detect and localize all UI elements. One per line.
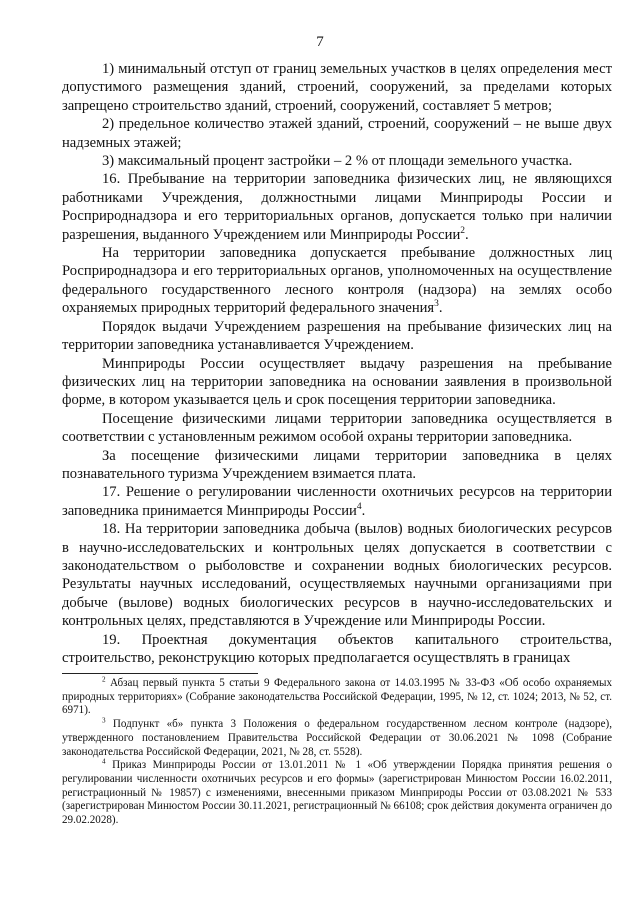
footnote xyxy=(62,677,612,718)
paragraph: Посещение физическими лицами территории заповедника осуществляется в соответствии с установленным режимом особой охраны территории заповедника. xyxy=(62,410,612,446)
paragraph: На территории заповедника допускается пребывание должностных лиц Росприроднадзора и его территориальных органов, уполномоченных на осуществление федерального государственного лесного контроля (надзора) на землях особо охраняемых природных территорий федерального значения$^3$. xyxy=(62,245,612,317)
paragraph: Минприроды России осуществляет выдачу разрешения на пребывание физических лиц на территории заповедника на основании заявления в произвольной форме, в котором указывается цель и срок посещения территории заповедника. xyxy=(62,355,612,409)
footnote-separator xyxy=(62,673,258,674)
paragraph: 3) максимальный процент застройки – 2 % от площади земельного участка. xyxy=(102,153,573,170)
footnote-text: Абзац первый пункта 5 статьи 9 Федерального закона от 14.03.1995 № 33-ФЗ «Об особо охраняемых природных территориях» (Собрание законодательства Российской Федерации, 1995, № 12, ст. 1024; 2013, № 52, ст. 6971). xyxy=(62,677,613,717)
footnote xyxy=(62,718,612,759)
paragraph: 2) предельное количество этажей зданий, строений, сооружений – не выше двух надземных этажей; xyxy=(62,116,612,151)
footnote-text: Подпункт «б» пункта 3 Положения о федеральном государственном лесном контроле (надзоре), утвержденного постановлением Правительства Российской Федерации от 30.06.2021 № 1098 (Собрание законодательства Российской Федерации, 2021, № 28, ст. 5528). xyxy=(62,718,612,758)
footnote-number: 4 xyxy=(102,757,106,766)
paragraph: Порядок выдачи Учреждением разрешения на пребывание физических лиц на территории заповедника устанавливается Учреждением. xyxy=(62,318,612,354)
paragraph: За посещение физическими лицами территории заповедника в целях познавательного туризма Учреждением взимается плата. xyxy=(62,447,612,482)
footnote xyxy=(62,759,612,828)
body-text xyxy=(62,60,612,667)
footnote-ref[interactable]: 2 xyxy=(460,225,466,236)
footnote-ref[interactable]: 3 xyxy=(434,299,439,310)
page-number: 7 xyxy=(316,34,324,50)
footnotes xyxy=(62,677,612,828)
footnote-text: Приказ Минприроды России от 13.01.2011 № 1 «Об утверждении Порядка принятия решения о регулировании численности охотничьих ресурсов и его формы» (зарегистрирован Минюстом России 16.02.2011, регистрационный № 19857) с изменениями, внесенными приказом Минприроды России от 03.08.2021 № 533 (зарегистрирован Минюстом России 30.11.2021, регистрационный № 66108; срок действия документа ограничен до 29.02.2028). xyxy=(62,759,612,827)
paragraph: 16. Пребывание на территории заповедника физических лиц, не являющихся работниками Учреждения, должностными лицами Минприроды России и Росприроднадзора и его территориальных органов, допускается только при наличии разрешения, выданного Учреждением или Минприроды России$^2$. xyxy=(62,171,612,243)
paragraph: 17. Решение о регулировании численности охотничьих ресурсов на территории заповедника принимается Минприроды России$^4$. xyxy=(62,484,612,519)
footnote-number: 3 xyxy=(102,716,106,725)
paragraph: 18. На территории заповедника добыча (вылов) водных биологических ресурсов в научно-исследовательских и контрольных целях допускается в соответствии с законодательством о рыболовстве и сохранении водных биологических ресурсов. Результаты научных исследований, осуществляемых научными организациями при добыче (вылове) водных биологических ресурсов в научно-исследовательских и контрольных целях, представляются в Учреждение или Минприроды России. xyxy=(62,521,612,630)
footnote-ref[interactable]: 4 xyxy=(356,501,362,512)
paragraph: 1) минимальный отступ от границ земельных участков в целях определения мест допустимого размещения зданий, строений, сооружений, за пределами которых запрещено строительство зданий, строений, сооружений, составляет 5 метров; xyxy=(62,61,612,114)
footnote-number: 2 xyxy=(102,675,106,684)
paragraph: 19. Проектная документация объектов капитального строительства, строительство, реконструкцию которых предполагается осуществлять в границах xyxy=(62,631,612,666)
